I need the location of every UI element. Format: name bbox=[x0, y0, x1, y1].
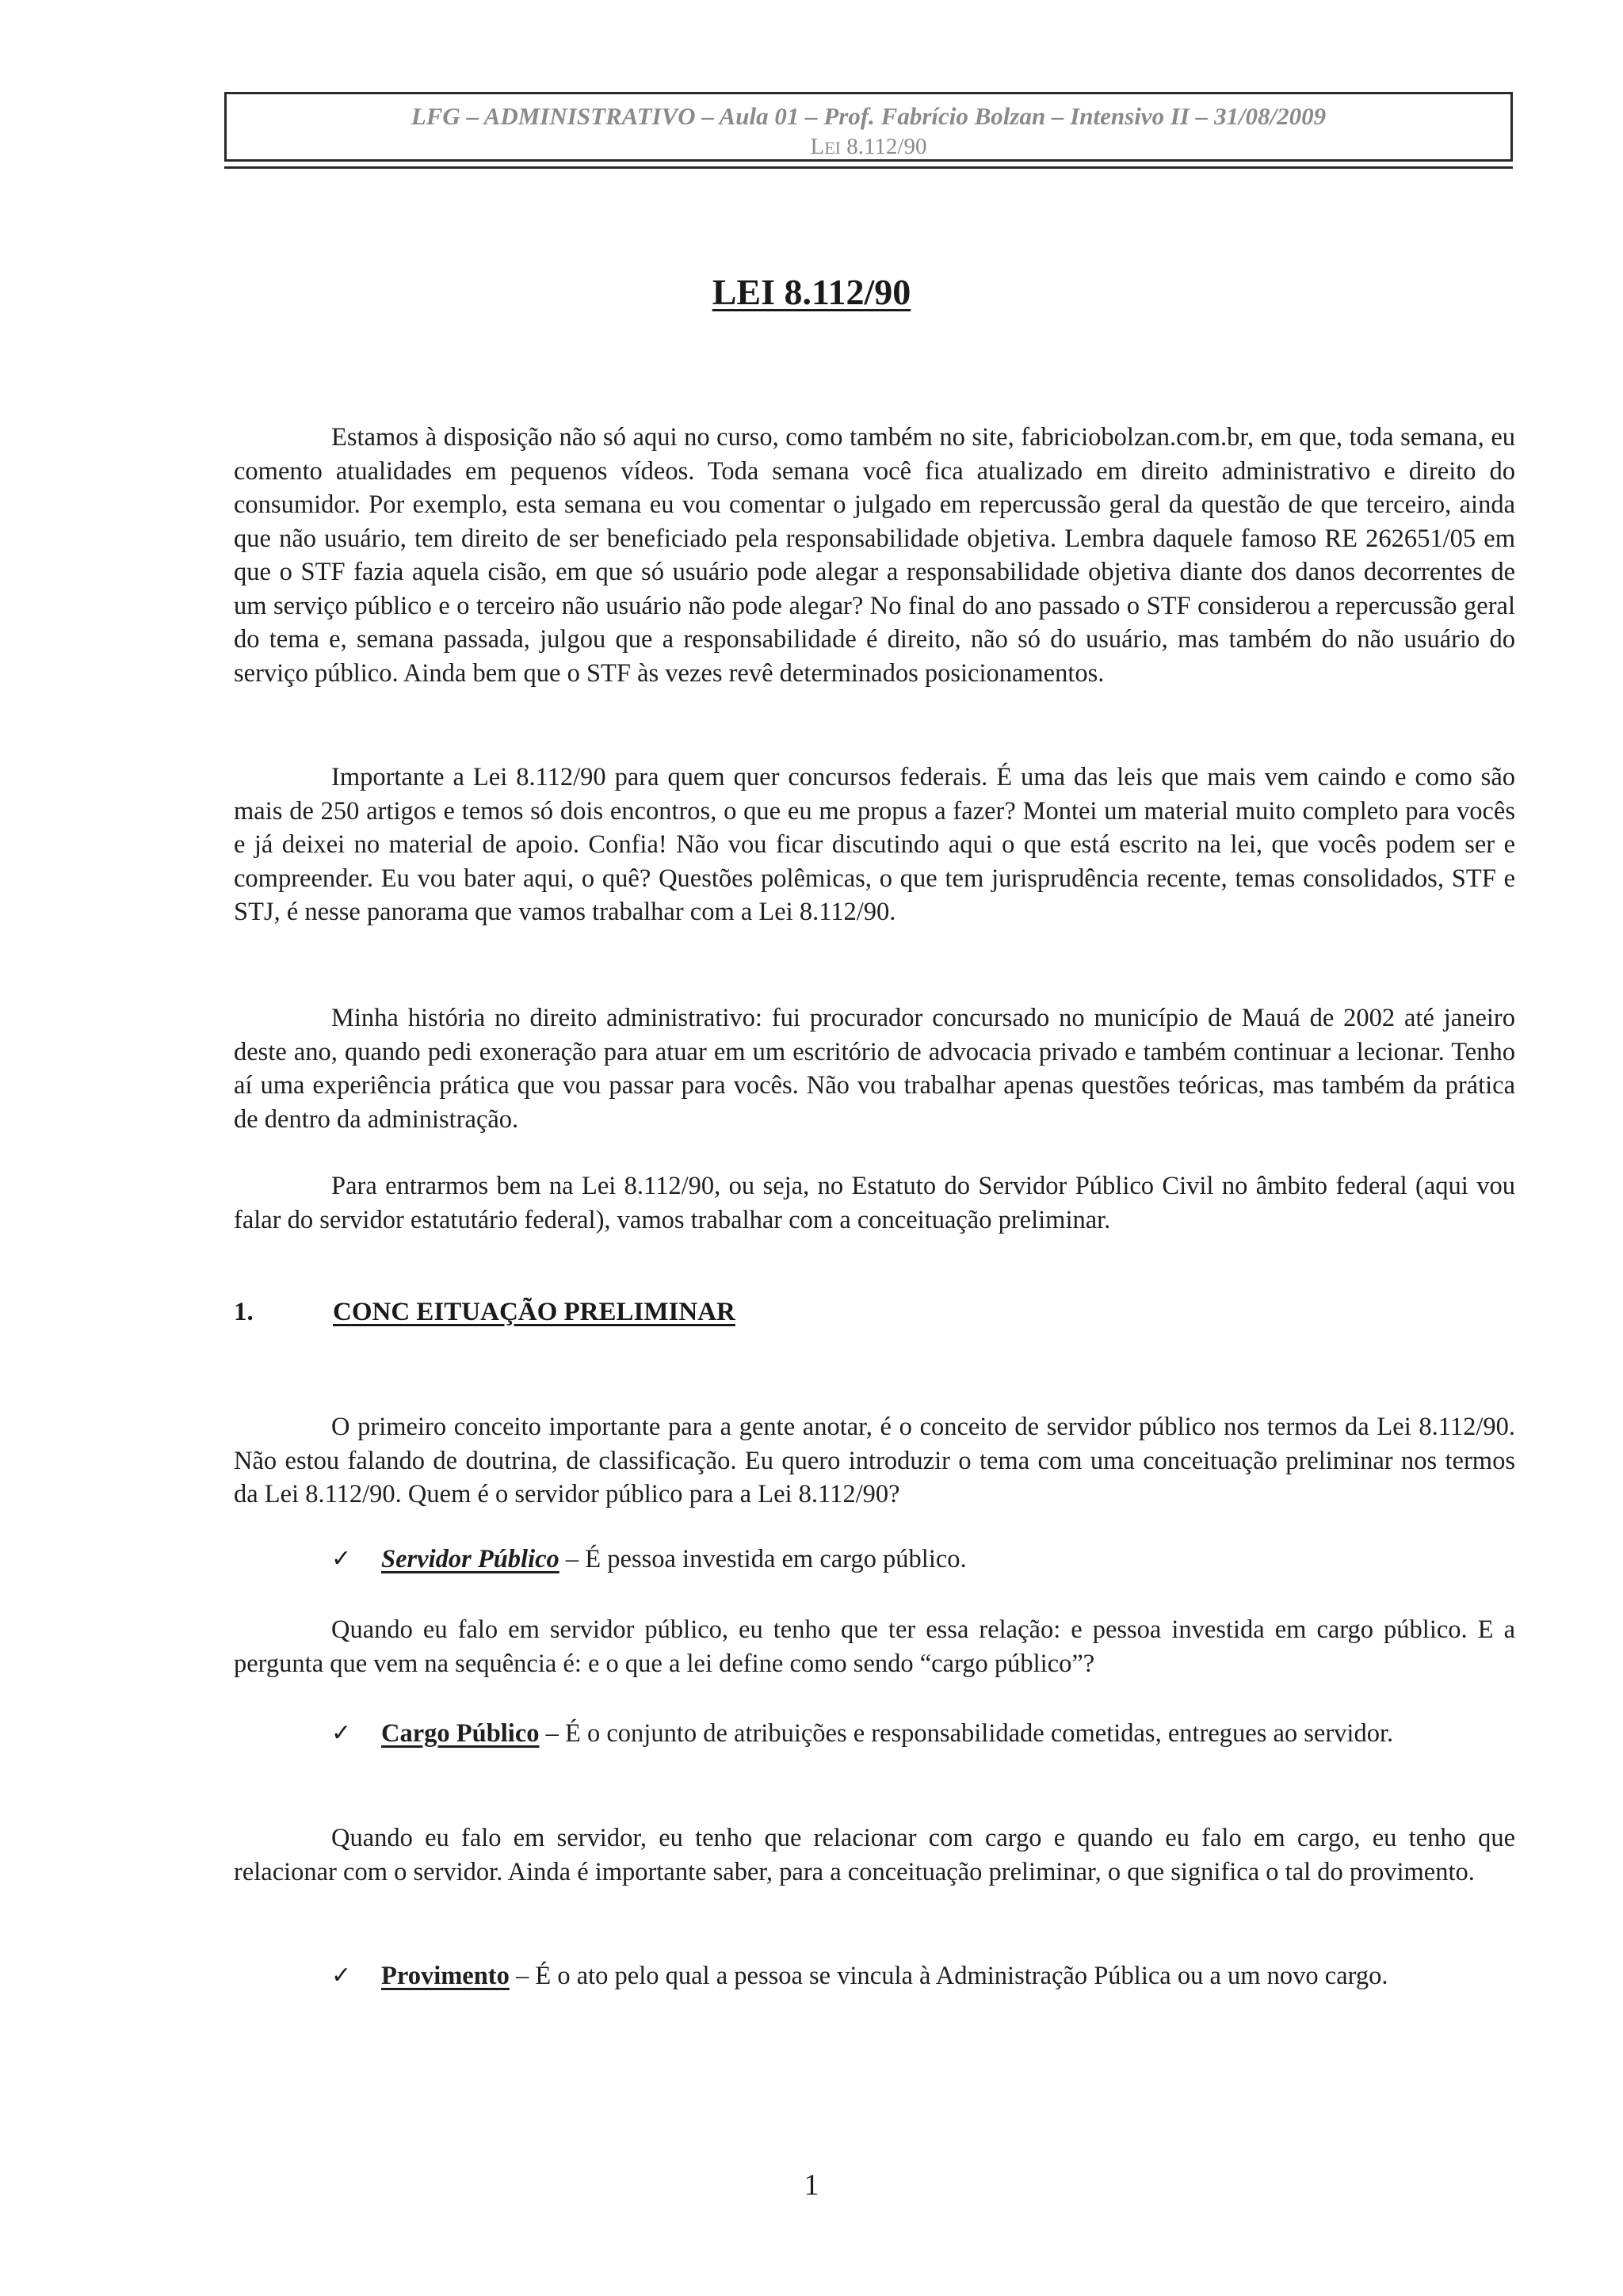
paragraph-4: Para entrarmos bem na Lei 8.112/90, ou seja, no Estatuto do Servidor Público Civil no âmbito federal (aqui vou falar do servidor estatutário federal), vamos trabalhar com a conceituação preliminar. bbox=[234, 1172, 1515, 1234]
definition-provimento bbox=[331, 1959, 1515, 1993]
definition-text: – É pessoa investida em cargo público. bbox=[559, 1545, 967, 1573]
checkmark-icon: ✓ bbox=[331, 1962, 352, 1989]
definition-content bbox=[381, 1959, 1515, 1993]
definition-servidor-publico bbox=[331, 1543, 1515, 1577]
document-title: LEI 8.112/90 bbox=[712, 272, 911, 312]
header-subtitle-smallcaps: EI bbox=[824, 138, 841, 158]
paragraph-block-4 bbox=[234, 1169, 1515, 1237]
header-subtitle-initial: L bbox=[810, 134, 825, 159]
paragraph-2: Importante a Lei 8.112/90 para quem quer concursos federais. É uma das leis que mais vem caindo e como são mais de 250 artigos e temos só dois encontros, o que eu me propus a fazer? Montei um material muito completo para vocês e já deixei no material de apoio. Confia! Não vou ficar discutindo aqui o que está escrito na lei, que vocês podem ser e compreender. Eu vou bater aqui, o quê? Questões polêmicas, o que tem jurisprudência recente, temas consolidados, STF e STJ, é nesse panorama que vamos trabalhar com a Lei 8.112/90. bbox=[234, 763, 1515, 926]
definition-term: Servidor Público bbox=[381, 1545, 559, 1573]
paragraph-block-2 bbox=[234, 761, 1515, 929]
paragraph-1: Estamos à disposição não só aqui no curso, como também no site, fabriciobolzan.com.br, em que, toda semana, eu comento atualidades em pequenos vídeos. Toda semana você fica atualizado em direito administrativo e direito do consumidor. Por exemplo, esta semana eu vou comentar o julgado em repercussão geral da questão de que terceiro, ainda que não usuário, tem direito de ser beneficiado pela responsabilidade objetiva. Lembra daquele famoso RE 262651/05 em que o STF fazia aquela cisão, em que só usuário pode alegar a responsabilidade objetiva diante dos danos decorrentes de um serviço público e o terceiro não usuário não pode alegar? No final do ano passado o STF considerou a repercussão geral do tema e, semana passada, julgou que a responsabilidade é direito, não só do usuário, mas também do não usuário do serviço público. Ainda bem que o STF às vezes revê determinados posicionamentos. bbox=[234, 423, 1515, 688]
section-title: CONC EITUAÇÃO PRELIMINAR bbox=[333, 1298, 735, 1326]
header-subtitle-rest: 8.112/90 bbox=[841, 134, 927, 159]
definition-text: – É o conjunto de atribuições e responsabilidade cometidas, entregues ao servidor. bbox=[539, 1719, 1394, 1748]
definition-cargo-publico bbox=[331, 1717, 1515, 1751]
definition-text: – É o ato pelo qual a pessoa se vincula à Administração Pública ou a um novo cargo. bbox=[509, 1962, 1388, 1990]
paragraph-5: O primeiro conceito importante para a gente anotar, é o conceito de servidor público nos termos da Lei 8.112/90. Não estou falando de doutrina, de classificação. Eu quero introduzir o tema com uma conceituação preliminar nos termos da Lei 8.112/90. Quem é o servidor público para a Lei 8.112/90? bbox=[234, 1413, 1515, 1508]
definition-term: Provimento bbox=[381, 1962, 510, 1990]
paragraph-3: Minha história no direito administrativo: fui procurador concursado no município de Mauá de 2002 até janeiro deste ano, quando pedi exoneração para atuar em um escritório de advocacia privado e também continuar a lecionar. Tenho aí uma experiência prática que vou passar para vocês. Não vou trabalhar apenas questões teóricas, mas também da prática de dentro da administração. bbox=[234, 1004, 1515, 1134]
section-number: 1. bbox=[234, 1298, 254, 1326]
paragraph-block-5 bbox=[234, 1410, 1515, 1512]
definition-content bbox=[381, 1543, 1515, 1577]
page-number: 1 bbox=[804, 2168, 819, 2202]
checkmark-icon: ✓ bbox=[331, 1719, 352, 1747]
paragraph-block-6 bbox=[234, 1613, 1515, 1680]
definition-content bbox=[381, 1717, 1515, 1751]
paragraph-block-3 bbox=[234, 1001, 1515, 1136]
section-heading bbox=[234, 1298, 735, 1327]
running-header bbox=[224, 92, 1513, 162]
paragraph-block-7 bbox=[234, 1821, 1515, 1889]
paragraph-6: Quando eu falo em servidor público, eu tenho que ter essa relação: e pessoa investida em cargo público. E a pergunta que vem na sequência é: e o que a lei define como sendo “cargo público”? bbox=[234, 1615, 1515, 1678]
intro-paragraphs bbox=[234, 421, 1515, 690]
paragraph-7: Quando eu falo em servidor, eu tenho que relacionar com cargo e quando eu falo em cargo, eu tenho que relacionar com o servidor. Ainda é importante saber, para a conceituação preliminar, o que significa o tal do provimento. bbox=[234, 1824, 1515, 1886]
checkmark-icon: ✓ bbox=[331, 1545, 352, 1573]
header-title: LFG – ADMINISTRATIVO – Aula 01 – Prof. Fabrício Bolzan – Intensivo II – 31/08/2009 bbox=[411, 102, 1327, 130]
definition-term: Cargo Público bbox=[381, 1719, 540, 1748]
header-rule bbox=[224, 166, 1513, 169]
header-subtitle bbox=[227, 134, 1510, 160]
